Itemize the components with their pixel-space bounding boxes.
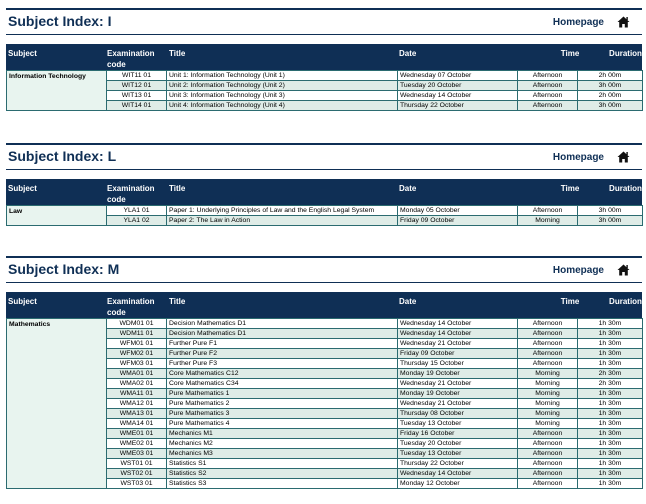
date-cell: Thursday 08 October (398, 409, 518, 419)
time-cell: Morning (518, 369, 578, 379)
time-cell: Afternoon (518, 206, 578, 216)
homepage-link[interactable]: Homepage (552, 17, 604, 28)
time-cell: Morning (518, 216, 578, 226)
spacer (6, 35, 642, 44)
title-cell: Unit 1: Information Technology (Unit 1) (167, 71, 398, 81)
header-duration: Duration (609, 49, 642, 58)
exam-code-cell: YLA1 01 (107, 206, 167, 216)
header-title: Title (169, 184, 186, 193)
title-cell: Further Pure F2 (167, 349, 398, 359)
date-cell: Friday 16 October (398, 429, 518, 439)
date-cell: Tuesday 13 October (398, 449, 518, 459)
date-cell: Friday 09 October (398, 216, 518, 226)
date-cell: Thursday 22 October (398, 101, 518, 111)
exam-code-cell: WFM01 01 (107, 339, 167, 349)
section-title-bar (6, 145, 642, 170)
section-title-bar (6, 258, 642, 283)
header-subject: Subject (8, 297, 37, 306)
exam-code-cell: WMA11 01 (107, 389, 167, 399)
duration-cell: 3h 00m (578, 81, 643, 91)
time-cell: Morning (518, 409, 578, 419)
header-examination-code (107, 296, 167, 318)
duration-cell: 1h 30m (578, 329, 643, 339)
title-cell: Pure Mathematics 1 (167, 389, 398, 399)
home-icon[interactable] (617, 15, 630, 27)
header-examination-code (107, 48, 167, 70)
section-title-bar (6, 10, 642, 35)
header-subject: Subject (8, 49, 37, 58)
subject-index-section (6, 256, 642, 489)
exam-code-cell: WIT14 01 (107, 101, 167, 111)
title-cell: Paper 2: The Law in Action (167, 216, 398, 226)
duration-cell: 2h 30m (578, 379, 643, 389)
homepage-link[interactable]: Homepage (552, 152, 604, 163)
subject-index-section (6, 143, 642, 226)
exam-code-cell: YLA1 02 (107, 216, 167, 226)
date-cell: Wednesday 21 October (398, 339, 518, 349)
spacer (6, 170, 642, 179)
time-cell: Afternoon (518, 469, 578, 479)
duration-cell: 3h 00m (578, 206, 643, 216)
time-cell: Afternoon (518, 349, 578, 359)
table-row (7, 71, 643, 81)
time-cell: Afternoon (518, 71, 578, 81)
exam-code-cell: WFM02 01 (107, 349, 167, 359)
date-cell: Tuesday 13 October (398, 419, 518, 429)
header-title: Title (169, 49, 186, 58)
exam-code-cell: WIT13 01 (107, 91, 167, 101)
title-cell: Further Pure F1 (167, 339, 398, 349)
title-cell: Pure Mathematics 3 (167, 409, 398, 419)
home-icon[interactable] (617, 150, 630, 162)
header-examination-code (107, 183, 167, 205)
header-subject: Subject (8, 184, 37, 193)
date-cell: Wednesday 21 October (398, 399, 518, 409)
time-cell: Afternoon (518, 459, 578, 469)
section-heading: Subject Index: L (8, 148, 117, 164)
exam-code-cell: WST03 01 (107, 479, 167, 489)
subject-cell: Mathematics (7, 319, 107, 489)
spacer (6, 283, 642, 292)
table-header (6, 179, 642, 205)
duration-cell: 1h 30m (578, 439, 643, 449)
time-cell: Morning (518, 399, 578, 409)
title-cell: Further Pure F3 (167, 359, 398, 369)
title-cell: Unit 3: Information Technology (Unit 3) (167, 91, 398, 101)
time-cell: Afternoon (518, 91, 578, 101)
time-cell: Afternoon (518, 81, 578, 91)
date-cell: Wednesday 07 October (398, 71, 518, 81)
date-cell: Friday 09 October (398, 349, 518, 359)
time-cell: Afternoon (518, 329, 578, 339)
duration-cell: 1h 30m (578, 319, 643, 329)
title-cell: Mechanics M1 (167, 429, 398, 439)
time-cell: Morning (518, 379, 578, 389)
duration-cell: 1h 30m (578, 449, 643, 459)
time-cell: Afternoon (518, 449, 578, 459)
exam-code-cell: WME02 01 (107, 439, 167, 449)
header-exam-code-line2: code (107, 308, 126, 317)
header-title: Title (169, 297, 186, 306)
header-time: Time (560, 297, 580, 306)
exam-code-cell: WMA01 01 (107, 369, 167, 379)
exam-code-cell: WMA12 01 (107, 399, 167, 409)
exam-code-cell: WST01 01 (107, 459, 167, 469)
duration-cell: 1h 30m (578, 359, 643, 369)
table-header (6, 292, 642, 318)
date-cell: Wednesday 21 October (398, 379, 518, 389)
header-exam-code-line2: code (107, 60, 126, 69)
duration-cell: 3h 00m (578, 216, 643, 226)
duration-cell: 1h 30m (578, 339, 643, 349)
section-heading: Subject Index: I (8, 13, 112, 29)
date-cell: Thursday 15 October (398, 359, 518, 369)
title-cell: Unit 2: Information Technology (Unit 2) (167, 81, 398, 91)
header-duration: Duration (609, 297, 642, 306)
home-icon[interactable] (617, 263, 630, 275)
date-cell: Wednesday 14 October (398, 329, 518, 339)
exam-code-cell: WDM01 01 (107, 319, 167, 329)
date-cell: Monday 19 October (398, 389, 518, 399)
duration-cell: 3h 00m (578, 101, 643, 111)
exam-table (6, 70, 643, 111)
header-exam-code-line2: code (107, 195, 126, 204)
duration-cell: 2h 30m (578, 369, 643, 379)
header-exam-code-line1: Examination (107, 297, 155, 306)
exam-code-cell: WFM03 01 (107, 359, 167, 369)
title-cell: Statistics S2 (167, 469, 398, 479)
title-cell: Statistics S3 (167, 479, 398, 489)
title-cell: Pure Mathematics 4 (167, 419, 398, 429)
header-time: Time (560, 49, 580, 58)
duration-cell: 1h 30m (578, 389, 643, 399)
date-cell: Tuesday 20 October (398, 81, 518, 91)
exam-code-cell: WIT12 01 (107, 81, 167, 91)
time-cell: Morning (518, 389, 578, 399)
exam-table (6, 318, 643, 489)
time-cell: Afternoon (518, 359, 578, 369)
duration-cell: 1h 30m (578, 469, 643, 479)
exam-code-cell: WMA02 01 (107, 379, 167, 389)
duration-cell: 1h 30m (578, 419, 643, 429)
duration-cell: 1h 30m (578, 459, 643, 469)
duration-cell: 1h 30m (578, 409, 643, 419)
exam-code-cell: WIT11 01 (107, 71, 167, 81)
date-cell: Monday 19 October (398, 369, 518, 379)
table-header (6, 44, 642, 70)
exam-code-cell: WMA13 01 (107, 409, 167, 419)
title-cell: Statistics S1 (167, 459, 398, 469)
time-cell: Afternoon (518, 479, 578, 489)
subject-index-section (6, 8, 642, 111)
exam-code-cell: WST02 01 (107, 469, 167, 479)
time-cell: Afternoon (518, 439, 578, 449)
time-cell: Afternoon (518, 339, 578, 349)
time-cell: Afternoon (518, 101, 578, 111)
time-cell: Morning (518, 419, 578, 429)
duration-cell: 1h 30m (578, 399, 643, 409)
subject-cell: Information Technology (7, 71, 107, 111)
duration-cell: 1h 30m (578, 429, 643, 439)
time-cell: Afternoon (518, 429, 578, 439)
title-cell: Decision Mathematics D1 (167, 329, 398, 339)
title-cell: Pure Mathematics 2 (167, 399, 398, 409)
table-row (7, 206, 643, 216)
header-time: Time (560, 184, 580, 193)
duration-cell: 2h 00m (578, 71, 643, 81)
date-cell: Wednesday 14 October (398, 91, 518, 101)
duration-cell: 1h 30m (578, 479, 643, 489)
date-cell: Wednesday 14 October (398, 469, 518, 479)
table-row (7, 319, 643, 329)
header-date: Date (399, 297, 417, 306)
header-exam-code-line1: Examination (107, 184, 155, 193)
title-cell: Decision Mathematics D1 (167, 319, 398, 329)
title-cell: Paper 1: Underlying Principles of Law and the English Legal System (167, 206, 398, 216)
time-cell: Afternoon (518, 319, 578, 329)
title-cell: Core Mathematics C34 (167, 379, 398, 389)
date-cell: Wednesday 14 October (398, 319, 518, 329)
header-date: Date (399, 184, 417, 193)
header-duration: Duration (609, 184, 642, 193)
exam-code-cell: WME01 01 (107, 429, 167, 439)
homepage-link[interactable]: Homepage (552, 265, 604, 276)
title-cell: Mechanics M2 (167, 439, 398, 449)
exam-code-cell: WMA14 01 (107, 419, 167, 429)
subject-cell: Law (7, 206, 107, 226)
duration-cell: 1h 30m (578, 349, 643, 359)
duration-cell: 2h 00m (578, 91, 643, 101)
title-cell: Unit 4: Information Technology (Unit 4) (167, 101, 398, 111)
date-cell: Monday 05 October (398, 206, 518, 216)
exam-code-cell: WDM11 01 (107, 329, 167, 339)
date-cell: Tuesday 20 October (398, 439, 518, 449)
header-date: Date (399, 49, 417, 58)
title-cell: Mechanics M3 (167, 449, 398, 459)
section-heading: Subject Index: M (8, 261, 120, 277)
title-cell: Core Mathematics C12 (167, 369, 398, 379)
exam-code-cell: WME03 01 (107, 449, 167, 459)
date-cell: Thursday 22 October (398, 459, 518, 469)
exam-table (6, 205, 643, 226)
header-exam-code-line1: Examination (107, 49, 155, 58)
date-cell: Monday 12 October (398, 479, 518, 489)
